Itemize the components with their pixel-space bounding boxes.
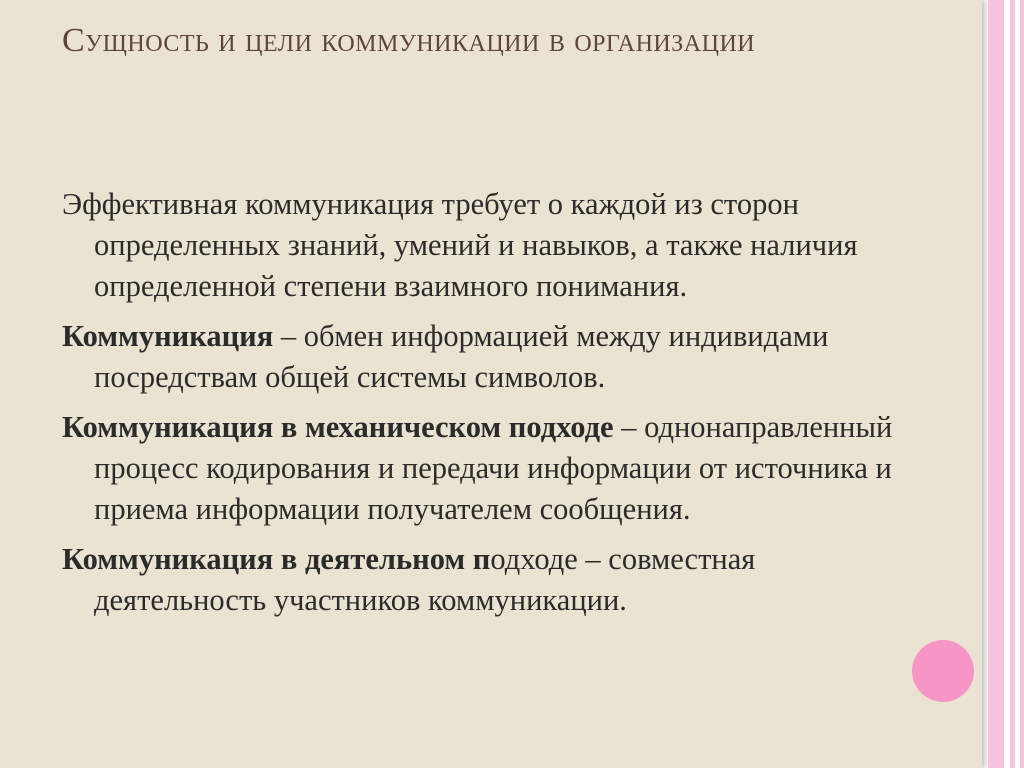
- decorative-pink-circle: [912, 640, 974, 702]
- activity-approach-term: Коммуникация в деятельном п: [62, 542, 491, 576]
- paragraph-intro-text: Эффективная коммуникация требует о каждой из сторон определенных знаний, умений и навыков, а также наличия определенной степени взаимного понимания.: [62, 187, 858, 303]
- decorative-pink-stripe-edge: [1020, 0, 1024, 768]
- activity-approach-text: одходе – совместная деятельность участников коммуникации.: [94, 542, 756, 617]
- definition-term: Коммуникация: [62, 319, 274, 353]
- slide-title: Сущность и цели коммуникации в организации: [62, 22, 756, 59]
- paragraph-mechanical-approach: [62, 407, 902, 530]
- mechanical-approach-text: – однонаправленный процесс кодирования и передачи информации от источника и приема информации получателем сообщения.: [94, 410, 893, 526]
- decorative-pink-stripe: [988, 0, 1004, 768]
- paragraph-definition: [62, 316, 902, 398]
- paragraph-activity-approach: [62, 539, 902, 621]
- slide-body: [62, 184, 902, 630]
- definition-text: – обмен информацией между индивидами посредствам общей системы символов.: [94, 319, 829, 394]
- paragraph-intro: [62, 184, 902, 307]
- mechanical-approach-term: Коммуникация в механическом подходе: [62, 410, 614, 444]
- decorative-pink-stripe-thin: [1010, 0, 1015, 768]
